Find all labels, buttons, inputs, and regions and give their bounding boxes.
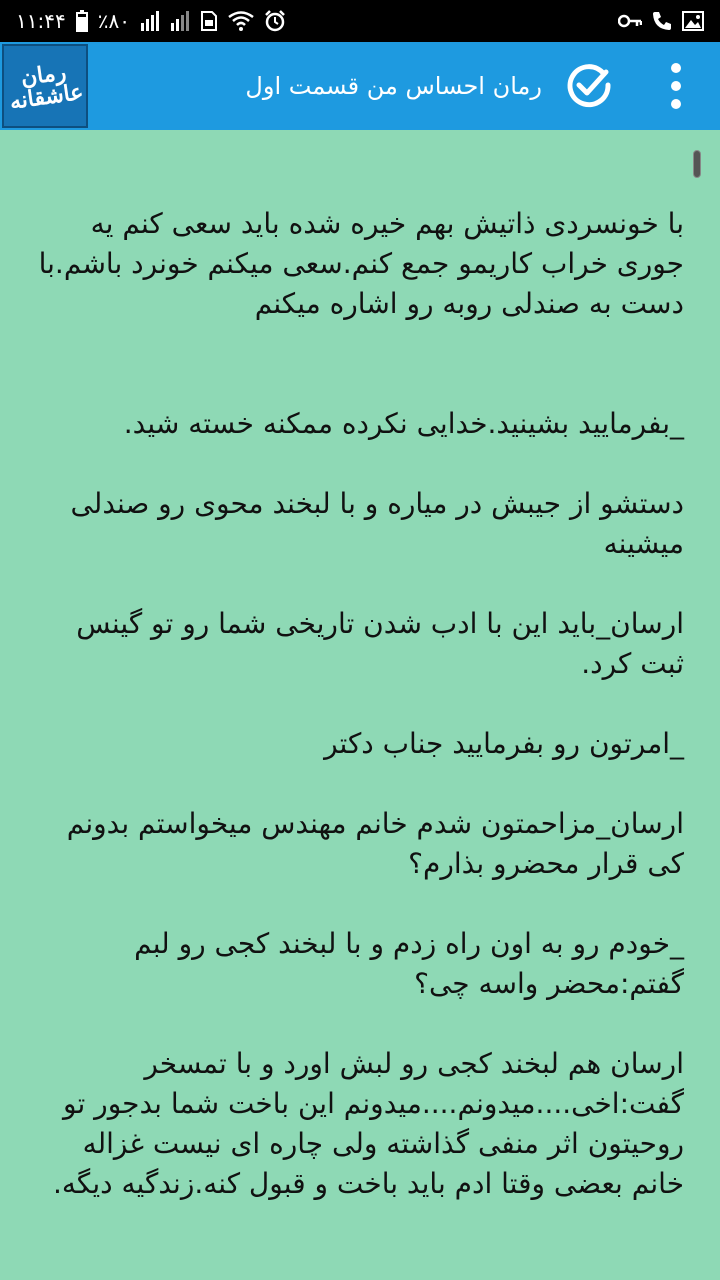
- story-content[interactable]: [0, 130, 720, 1280]
- image-icon: [682, 11, 704, 31]
- battery-icon: [76, 10, 88, 32]
- menu-dot: [671, 81, 681, 91]
- signal-icon: [170, 11, 190, 31]
- paragraph: ارسان هم لبخند کجی رو لبش اورد و با تمسخر گفت:اخی....میدونم....میدونم این باخت شما بدجور تو روحیتون اثر منفی گذاشته ولی چاره ای نیست غزاله خانم بعضی وقتا ادم باید باخت و قبول کنه.زندگیه دیگه.: [53, 1047, 684, 1200]
- battery-percent: ٪۸۰: [97, 9, 130, 33]
- menu-dot: [671, 99, 681, 109]
- sim-icon: [200, 11, 218, 31]
- logo-text: رمان عاشقانه: [8, 59, 85, 115]
- paragraph: دستشو از جیبش در میاره و با لبخند محوی رو صندلی میشینه: [70, 487, 684, 560]
- app-logo[interactable]: [2, 44, 88, 128]
- scrollbar[interactable]: [693, 150, 701, 178]
- paragraph: با خونسردی ذاتیش بهم خیره شده باید سعی کنم یه جوری خراب کاریمو جمع کنم.سعی میکنم خونرد باشم.با دست به صندلی روبه رو اشاره میکنم: [38, 207, 684, 320]
- key-icon: [618, 14, 642, 28]
- clock: ۱۱:۴۴: [16, 9, 66, 33]
- paragraph: _خودم رو به اون راه زدم و با لبخند کجی رو لبم گفتم:محضر واسه چی؟: [134, 927, 684, 1000]
- alarm-icon: [264, 10, 286, 32]
- status-bar: [0, 0, 720, 42]
- signal-icon: [140, 11, 160, 31]
- overflow-menu-button[interactable]: [656, 56, 696, 116]
- paragraph: _امرتون رو بفرمایید جناب دکتر: [324, 727, 684, 760]
- page-title: رمان احساس من قسمت اول: [245, 72, 542, 100]
- check-circle-icon: [564, 60, 614, 114]
- phone-icon: [652, 11, 672, 31]
- paragraph: ارسان_مزاحمتون شدم خانم مهندس میخواستم بدونم کی قرار محضرو بذارم؟: [66, 807, 684, 880]
- paragraph: _بفرمایید بشینید.خدایی نکرده ممکنه خسته شید.: [123, 407, 684, 440]
- wifi-icon: [228, 11, 254, 31]
- status-left: [16, 9, 286, 33]
- menu-dot: [671, 63, 681, 73]
- app-bar: [0, 42, 720, 130]
- paragraph: ارسان_باید این با ادب شدن تاریخی شما رو تو گینس ثبت کرد.: [76, 607, 684, 680]
- status-right: [618, 11, 704, 31]
- mark-read-button[interactable]: [562, 60, 616, 114]
- story-text: [28, 204, 684, 1244]
